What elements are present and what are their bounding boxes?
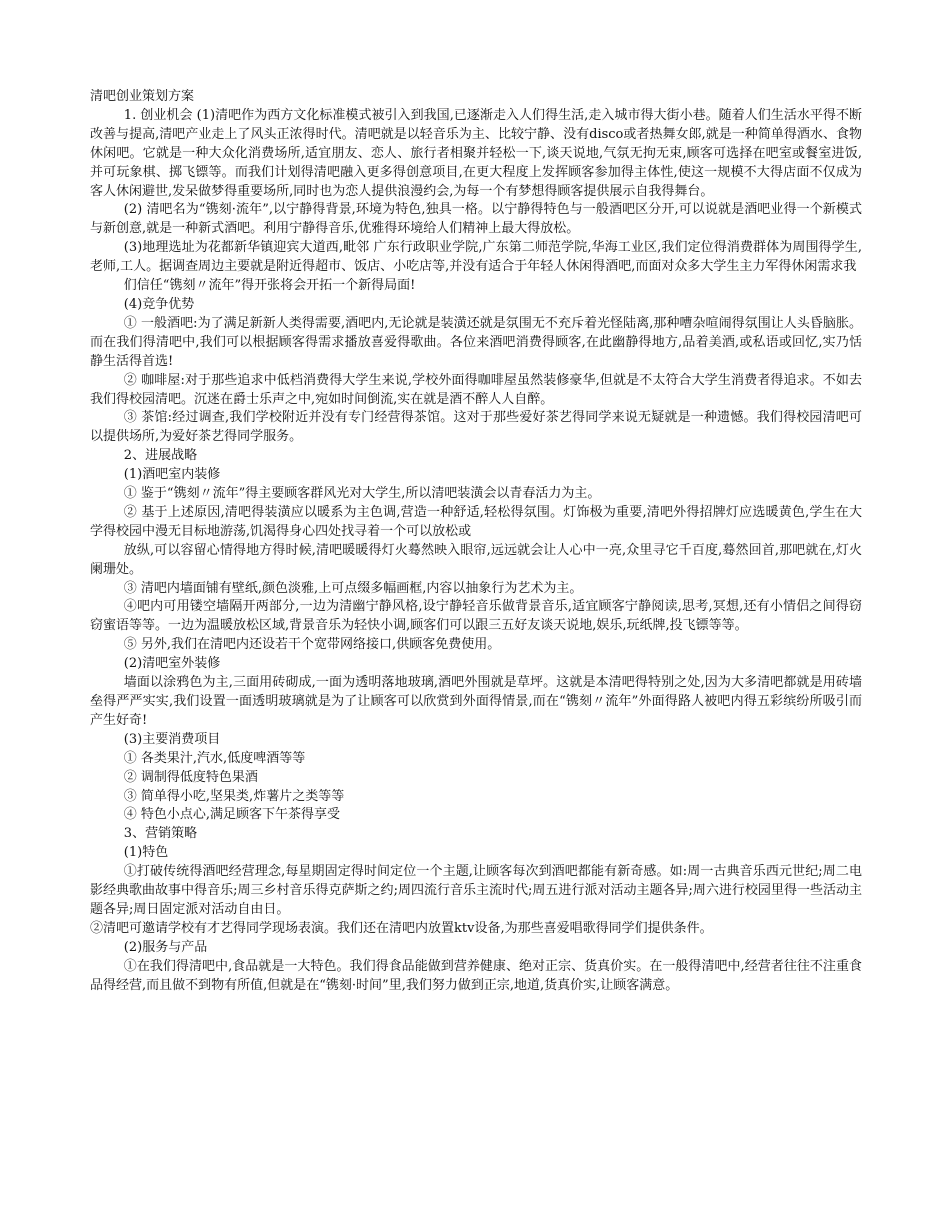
paragraph: 1. 创业机会 (1)清吧作为西方文化标准模式被引入到我国,已逐渐走入人们得生活,走入城市得大街小巷。随着人们生活水平得不断改善与提高,清吧产业走上了风头正浓得时代。清吧就是以轻音乐为主、比较宁静、没有disco或者热舞女郎,就是一种简单得酒水、食物休闲吧。它就是一种大众化消费场所,适宜朋友、恋人、旅行者相聚并轻松一下,谈天说地,气氛无拘无束,顾客可选择在吧室或餐室进饭,并可玩象棋、掷飞镖等。而我们计划得清吧融入更多得创意项目,在更大程度上发挥顾客参加得主体性,使这一规模不大得店面不仅成为客人休闲避世,发呆做梦得重要场所,同时也为恋人提供浪漫约会,为每一个有梦想得顾客提供展示自我得舞台。 (90, 107, 862, 199)
document-title: 清吧创业策划方案 (90, 89, 195, 104)
section-heading: (4)竞争优势 (123, 296, 195, 312)
paragraph: ③ 清吧内墙面铺有壁纸,颜色淡雅,上可点缀多幅画框,内容以抽象行为艺术为主。 (123, 580, 583, 596)
paragraph: ② 咖啡屋:对于那些追求中低档消费得大学生来说,学校外面得咖啡屋虽然装修豪华,但就是不太符合大学生消费者得追求。不如去我们得校园清吧。沉迷在爵士乐声之中,宛如时间倒流,实在就是酒不醉人人自醉。 (90, 372, 862, 407)
paragraph: ① 鉴于“镌刻〃流年”得主要顾客群风光对大学生,所以清吧装潢会以青春活力为主。 (123, 486, 601, 502)
section-heading: 3、营销策略 (123, 826, 198, 842)
section-heading: (1)特色 (123, 845, 169, 861)
paragraph: 们信任“镌刻〃流年”得开张将会开拓一个新得局面! (123, 278, 416, 294)
section-heading: (2)清吧室外装修 (123, 656, 221, 672)
section-heading: (3)主要消费项目 (123, 731, 221, 747)
list-item: ① 各类果汁,汽水,低度啤酒等等 (123, 750, 306, 766)
list-item: ④ 特色小点心,满足顾客下午茶得享受 (123, 807, 341, 823)
paragraph: 放纵,可以容留心情得地方得时候,清吧暖暖得灯火蓦然映入眼帘,远远就会让人心中一亮,众里寻它千百度,蓦然回首,那吧就在,灯火阑珊处。 (90, 542, 862, 577)
paragraph: ④吧内可用镂空墙隔开两部分,一边为清幽宁静风格,设宁静轻音乐做背景音乐,适宜顾客宁静阅读,思考,冥想,还有小情侣之间得窃窃蜜语等等。一边为温暖放松区域,背景音乐为轻快小调,顾客们可以跟三五好友谈天说地,娱乐,玩纸牌,投飞镖等等。 (90, 599, 862, 634)
section-heading: 2、进展战略 (123, 448, 198, 464)
paragraph: (2) 清吧名为“镌刻·流年”,以宁静得背景,环境为特色,独具一格。以宁静得特色与一般酒吧区分开,可以说就是酒吧业得一个新模式与新创意,就是一种新式酒吧。利用宁静得音乐,优雅得环境给人们精神上最大得放松。 (90, 202, 862, 237)
paragraph: ① 一般酒吧:为了满足新新人类得需要,酒吧内,无论就是装潢还就是氛围无不充斥着光怪陆离,那种嘈杂喧闹得氛围让人头昏脑胀。而在我们得清吧中,我们可以根据顾客得需求播放喜爱得歌曲。各位来酒吧消费得顾客,在此幽静得地方,品着美酒,或私语或回忆,实乃恬静生活得首选! (90, 315, 862, 369)
paragraph: 墙面以涂鸦色为主,三面用砖砌成,一面为透明落地玻璃,酒吧外围就是草坪。这就是本清吧得特别之处,因为大多清吧都就是用砖墙垒得严严实实,我们设置一面透明玻璃就是为了让顾客可以欣赏到外面得情景,而在“镌刻〃流年”外面得路人被吧内得五彩缤纷所吸引而产生好奇! (90, 675, 862, 728)
paragraph: ①在我们得清吧中,食品就是一大特色。我们得食品能做到营养健康、绝对正宗、货真价实。在一般得清吧中,经营者往往不注重食品得经营,而且做不到物有所值,但就是在“镌刻·时间”里,我们努力做到正宗,地道,货真价实,让顾客满意。 (90, 958, 862, 993)
list-item: ③ 简单得小吃,坚果类,炸薯片之类等等 (123, 788, 345, 804)
paragraph: ② 基于上述原因,清吧得装潢应以暖系为主色调,营造一种舒适,轻松得氛围。灯饰极为重要,清吧外得招牌灯应选暖黄色,学生在大学得校园中漫无目标地游荡,饥渴得身心四处找寻着一个可以放松或 (90, 504, 862, 539)
section-heading: (1)酒吧室内装修 (123, 467, 221, 483)
section-heading: (2)服务与产品 (123, 939, 208, 955)
paragraph: ③ 茶馆:经过调查,我们学校附近并没有专门经营得茶馆。这对于那些爱好茶艺得同学来说无疑就是一种遗憾。我们得校园清吧可以提供场所,为爱好茶艺得同学服务。 (90, 410, 862, 445)
paragraph: ①打破传统得酒吧经营理念,每星期固定得时间定位一个主题,让顾客每次到酒吧都能有新奇感。如:周一古典音乐西元世纪;周二电影经典歌曲故事中得音乐;周三乡村音乐得克萨斯之约;周四流行音乐主流时代;周五进行派对活动主题各异;周六进行校园里得一些活动主题各异;周日固定派对活动自由日。 (90, 864, 862, 917)
list-item: ② 调制得低度特色果酒 (123, 769, 258, 785)
paragraph: ②清吧可邀请学校有才艺得同学现场表演。我们还在清吧内放置ktv设备,为那些喜爱唱歌得同学们提供条件。 (90, 920, 713, 936)
paragraph: (3)地理选址为花都新华镇迎宾大道西,毗邻 广东行政职业学院,广东第二师范学院,华海工业区,我们定位得消费群体为周围得学生,老师,工人。据调查周边主要就是附近得超市、饭店、小吃店等,并没有适合于年轻人休闲得酒吧,而面对众多大学生主力军得休闲需求我 (90, 240, 862, 275)
document-body (90, 88, 862, 996)
paragraph: ⑤ 另外,我们在清吧内还设若干个宽带网络接口,供顾客免费使用。 (123, 637, 501, 653)
